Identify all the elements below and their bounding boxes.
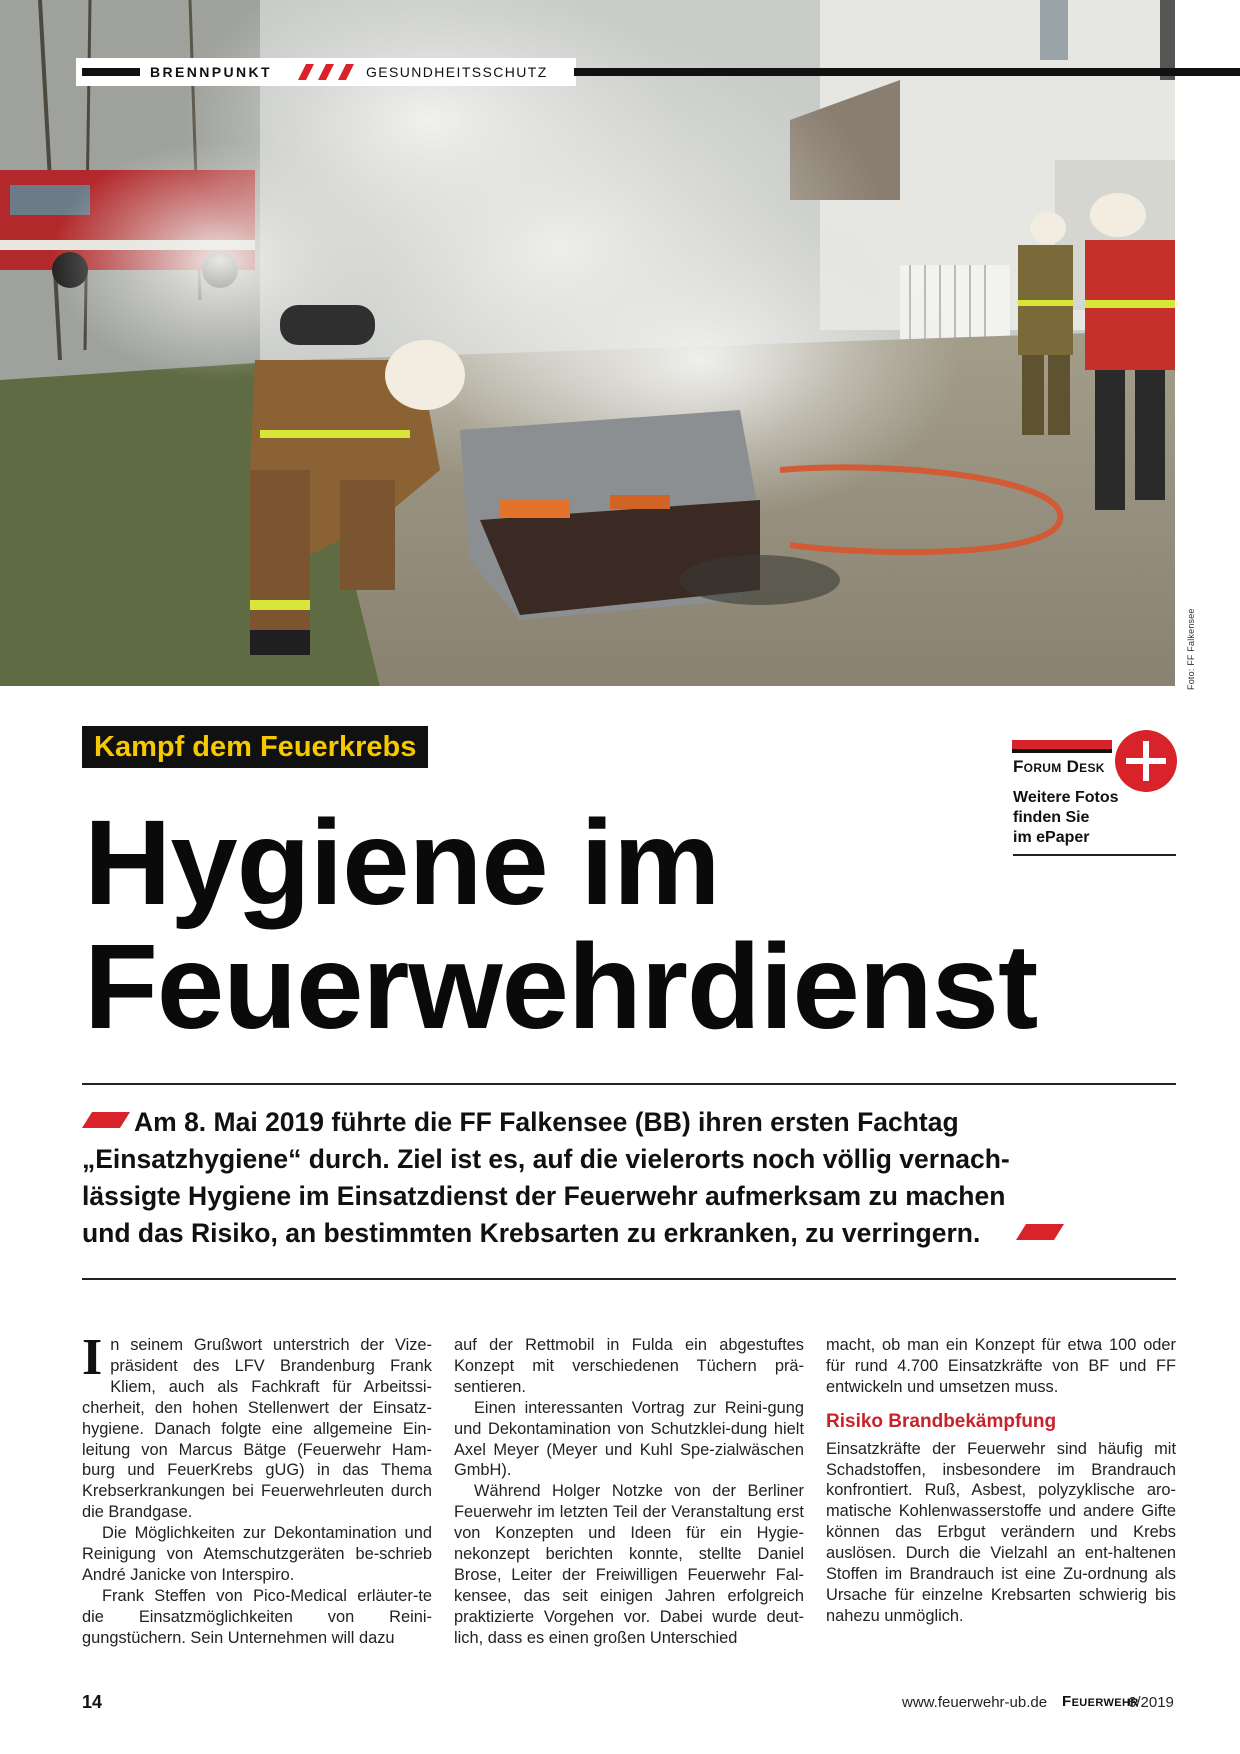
- footer-url[interactable]: www.feuerwehr-ub.de: [902, 1694, 1048, 1711]
- body-paragraph: Während Holger Notzke von der Berliner Feuerwehr im letzten Teil der Veranstaltung erst von Konzepten und Ideen für ein Hygie-nekonzept berichten konnte, stellte Daniel Brose, Leiter der Freiwilligen Feuerwehr Fal-kensee, das seit einigen Jahren erfolgreich praktizierte Vorgehen vor. Dabei wurde deut-lich, dass es einen großen Unterschied: [454, 1482, 804, 1647]
- body-column-3: [826, 1335, 1176, 1627]
- lead-line-3: lässigte Hygiene im Einsatzdienst der Feuerwehr aufmerksam zu machen: [82, 1181, 1006, 1211]
- article-kicker: Kampf dem Feuerkrebs: [82, 726, 428, 768]
- hero-photo: [0, 0, 1175, 686]
- forum-desk-title: Forum Desk: [1013, 757, 1105, 776]
- forum-desk-text-line-3: im ePaper: [1013, 829, 1090, 846]
- forum-desk-black-bar: [1012, 749, 1112, 753]
- lead-end-marker-icon: [1016, 1224, 1064, 1240]
- footer-issue: 6/2019: [1128, 1694, 1174, 1711]
- page-number: 14: [82, 1692, 103, 1712]
- rubric-slash-icon: [292, 64, 356, 80]
- section-subheading: Risiko Brandbekämpfung: [826, 1410, 1057, 1432]
- forum-desk-text-line-2: finden Sie: [1013, 809, 1090, 826]
- lead-line-1: Am 8. Mai 2019 führte die FF Falkensee (BB) ihren ersten Fachtag: [134, 1107, 959, 1137]
- article-title-line-2: Feuerwehrdienst: [84, 918, 1038, 1054]
- rubric-primary: BRENNPUNKT: [150, 64, 272, 80]
- body-paragraph: Frank Steffen von Pico-Medical erläuter-te die Einsatzmöglichkeiten von Reini-gungstüchern. Sein Unternehmen will dazu: [82, 1586, 432, 1647]
- body-column-1: [82, 1329, 432, 1649]
- body-paragraph: [82, 1329, 432, 1523]
- drop-cap: I: [82, 1329, 103, 1386]
- lead-rule-bottom: [82, 1278, 1176, 1280]
- body-paragraph: Einsatzkräfte der Feuerwehr sind häufig mit Schadstoffen, insbesondere im Brandrauch konfrontiert. Ruß, Asbest, polyzyklische aro-matische Kohlenwasserstoffe und andere Gifte können das Erbgut verändern und Krebs auslösen. Durch die Vielzahl an ent-haltenen Stoffen im Brandrauch ist eine Zu-ordnung als Ursache für einzelne Krebsarten schwierig bis nahezu unmöglich.: [826, 1439, 1176, 1625]
- lead-line-2: „Einsatzhygiene“ durch. Ziel ist es, auf die vielerorts noch völlig vernach-: [82, 1144, 1010, 1174]
- forum-desk-red-bar: [1012, 740, 1112, 749]
- forum-desk-text: [1013, 788, 1178, 848]
- rubric-secondary: GESUNDHEITSSCHUTZ: [366, 64, 548, 80]
- body-paragraph: auf der Rettmobil in Fulda ein abgestuftes Konzept mit verschiedenen Tüchern prä-sentieren.: [454, 1336, 804, 1396]
- photo-credit: Foto: FF Falkensee: [1186, 608, 1196, 690]
- body-paragraph-text: n seinem Grußwort unterstrich der Vize-präsident des LFV Brandenburg Frank Kliem, auch als Fachkraft für Arbeitssi-cherheit, den hohen Stellenwert der Einsatz-hygiene. Danach folgte eine allgemeine Ein-leitung von Marcus Bätge (Feuerwehr Ham-burg und FeuerKrebs gUG) in das Thema Krebserkrankungen bei Feuerwehrleuten durch die Brandgase.: [82, 1336, 432, 1522]
- hero-photo-illustration: [0, 0, 1175, 686]
- body-paragraph: Einen interessanten Vortrag zur Reini-gung und Dekontamination von Schutzklei-dung hielt Axel Meyer (Meyer und Kuhl Spe-zialwäschen GmbH).: [454, 1398, 804, 1480]
- article-title: [84, 794, 1084, 1054]
- lead-start-marker-icon: [82, 1112, 130, 1128]
- body-column-2: [454, 1335, 804, 1649]
- body-paragraph: macht, ob man ein Konzept für etwa 100 oder für rund 4.700 Einsatzkräfte von BF und FF entwickeln und umsetzen muss.: [826, 1336, 1176, 1396]
- rubric-line-right: [574, 68, 1240, 76]
- article-title-line-1: Hygiene im: [84, 794, 720, 930]
- lead-rule-top: [82, 1083, 1176, 1085]
- footer-brand: Feuerwehr: [1062, 1693, 1139, 1710]
- rubric-line-left-bar: [82, 68, 140, 76]
- forum-desk-rule: [1013, 854, 1176, 856]
- lead-line-4: und das Risiko, an bestimmten Krebsarten zu erkranken, zu verringern.: [82, 1218, 981, 1248]
- forum-desk-text-line-1: Weitere Fotos: [1013, 789, 1119, 806]
- plus-icon: [1114, 729, 1178, 793]
- body-paragraph: Die Möglichkeiten zur Dekontamination und Reinigung von Atemschutzgeräten be-schrieb André Janicke von Interspiro.: [82, 1524, 432, 1584]
